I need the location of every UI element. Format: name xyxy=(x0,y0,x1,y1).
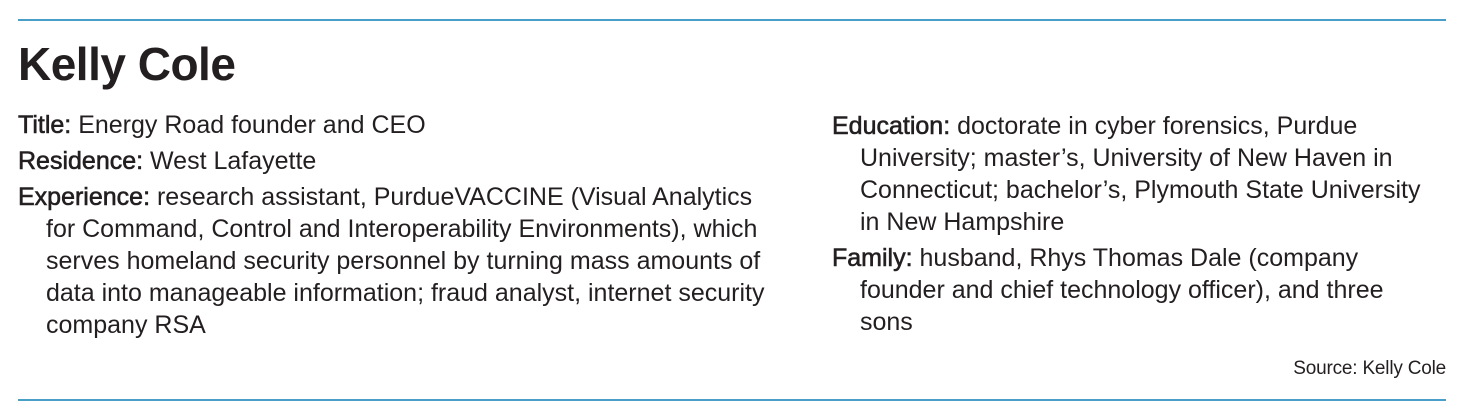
right-column xyxy=(832,110,1442,342)
bottom-divider xyxy=(18,399,1446,401)
entry-label: Residence: xyxy=(18,147,144,175)
profile-name: Kelly Cole xyxy=(18,38,236,90)
entry-label: Experience: xyxy=(18,183,151,211)
entry-education xyxy=(832,110,1442,238)
top-divider xyxy=(18,19,1446,21)
entry-label: Education: xyxy=(832,112,951,140)
entry-text: Energy Road founder and CEO xyxy=(78,111,426,139)
source-credit: Source: Kelly Cole xyxy=(1293,358,1446,379)
entry-family xyxy=(832,242,1442,338)
entry-text: husband, Rhys Thomas Dale (company founder and chief technology officer), and three sons xyxy=(860,244,1384,336)
entry-label: Title: xyxy=(18,111,72,139)
entry-label: Family: xyxy=(832,244,913,272)
entry-experience xyxy=(18,181,778,341)
entry-text: West Lafayette xyxy=(150,147,317,175)
entry-residence xyxy=(18,145,778,177)
entry-title xyxy=(18,109,778,141)
entry-text: research assistant, PurdueVACCINE (Visual Analytics for Command, Control and Interoperability Environments), which serves homeland security personnel by turning mass amounts of data into manageable information; fraud analyst, internet security company RSA xyxy=(46,183,765,339)
left-column xyxy=(18,109,778,345)
entry-text: doctorate in cyber forensics, Purdue University; master’s, University of New Haven in Connecticut; bachelor’s, Plymouth State University in New Hampshire xyxy=(860,112,1421,236)
